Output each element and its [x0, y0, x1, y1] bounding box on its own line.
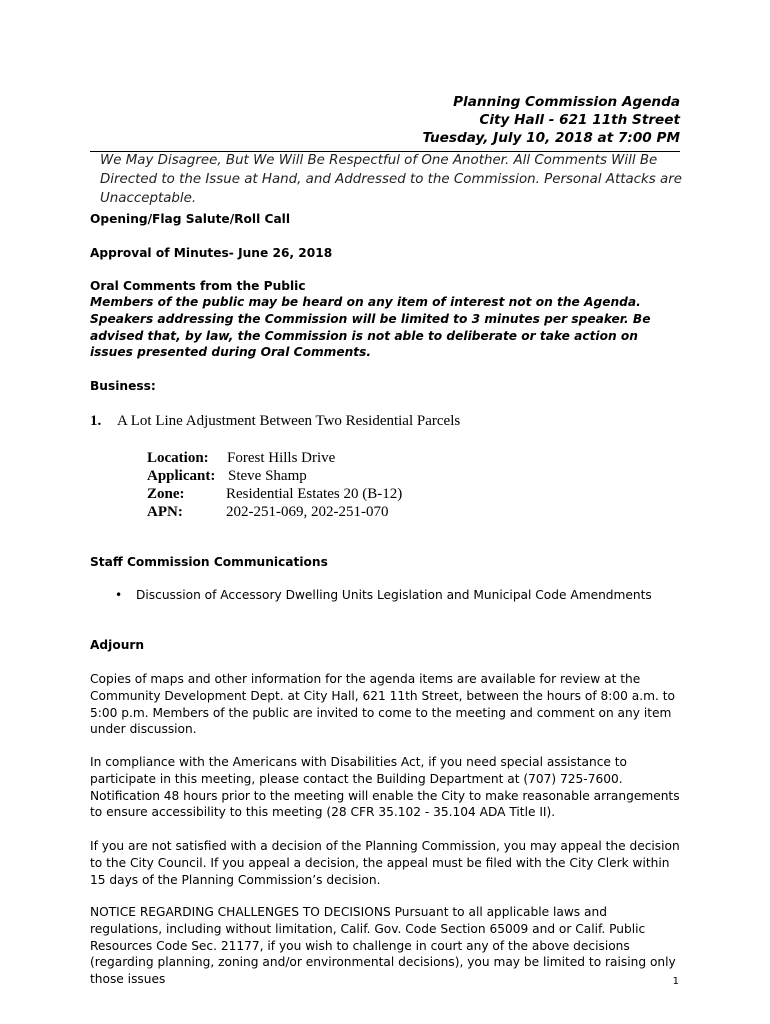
item-title: A Lot Line Adjustment Between Two Residential Parcels	[117, 413, 461, 429]
apn-label: APN:	[147, 504, 183, 520]
business-heading: Business:	[90, 379, 156, 393]
zone-value: Residential Estates 20 (B-12)	[226, 486, 403, 502]
oral-comments-heading: Oral Comments from the Public	[90, 279, 306, 293]
zone-row	[147, 485, 402, 503]
zone-label: Zone:	[147, 486, 185, 502]
item-number: 1.	[90, 413, 102, 429]
minutes-heading: Approval of Minutes- June 26, 2018	[90, 246, 333, 260]
opening-heading: Opening/Flag Salute/Roll Call	[90, 212, 291, 226]
location-row	[147, 449, 335, 467]
apn-row	[147, 503, 388, 521]
location-label: Location:	[147, 450, 209, 466]
agenda-location: City Hall - 621 11th Street	[479, 112, 680, 128]
oral-comments-text: Members of the public may be heard on any item of interest not on the Agenda. Speakers addressing the Commission will be limited to 3 minutes per speaker. Be advised that, by law, the Commission is not able to deliberate or take action on issues presented during Oral Comments.	[90, 295, 651, 360]
adjourn-heading: Adjourn	[90, 638, 145, 652]
agenda-title: Planning Commission Agenda	[453, 94, 680, 110]
staff-heading: Staff Commission Communications	[90, 555, 328, 569]
page-number: 1	[672, 976, 679, 987]
applicant-row	[147, 467, 307, 485]
bullet-icon: •	[115, 588, 123, 602]
location-value: Forest Hills Drive	[227, 450, 336, 466]
challenges-notice: NOTICE REGARDING CHALLENGES TO DECISIONS Pursuant to all applicable laws and regulations, including without limitation, Calif. Gov. Code Section 65009 and or Calif. Public Resources Code Sec. 21177, if you wish to challenge in court any of the above decisions (regarding planning, zoning and/or environmental decisions), you may be limited to raising only those issues	[90, 905, 676, 987]
copies-notice: Copies of maps and other information for the agenda items are available for review at the Community Development Dept. at City Hall, 621 11th Street, between the hours of 8:00 a.m. to 5:00 p.m. Members of the public are invited to come to the meeting and comment on any item under discussion.	[90, 672, 675, 737]
staff-item: Discussion of Accessory Dwelling Units Legislation and Municipal Code Amendments	[136, 588, 652, 602]
appeal-notice: If you are not satisfied with a decision of the Planning Commission, you may appeal the decision to the City Council. If you appeal a decision, the appeal must be filed with the City Clerk within 15 days of the Planning Commission’s decision.	[90, 839, 680, 887]
applicant-value: Steve Shamp	[228, 468, 307, 484]
applicant-label: Applicant:	[147, 468, 216, 484]
ada-notice: In compliance with the Americans with Disabilities Act, if you need special assistance to participate in this meeting, please contact the Building Department at (707) 725-7600. Notification 48 hours prior to the meeting will enable the City to make reasonable arrangements to ensure accessibility to this meeting (28 CFR 35.102 - 35.104 ADA Title II).	[90, 755, 680, 820]
apn-value: 202-251-069, 202-251-070	[226, 504, 389, 520]
agenda-date: Tuesday, July 10, 2018 at 7:00 PM	[422, 130, 680, 146]
civility-statement: We May Disagree, But We Will Be Respectful of One Another. All Comments Will Be Directed to the Issue at Hand, and Addressed to the Commission. Personal Attacks are Unacceptable.	[100, 153, 682, 206]
